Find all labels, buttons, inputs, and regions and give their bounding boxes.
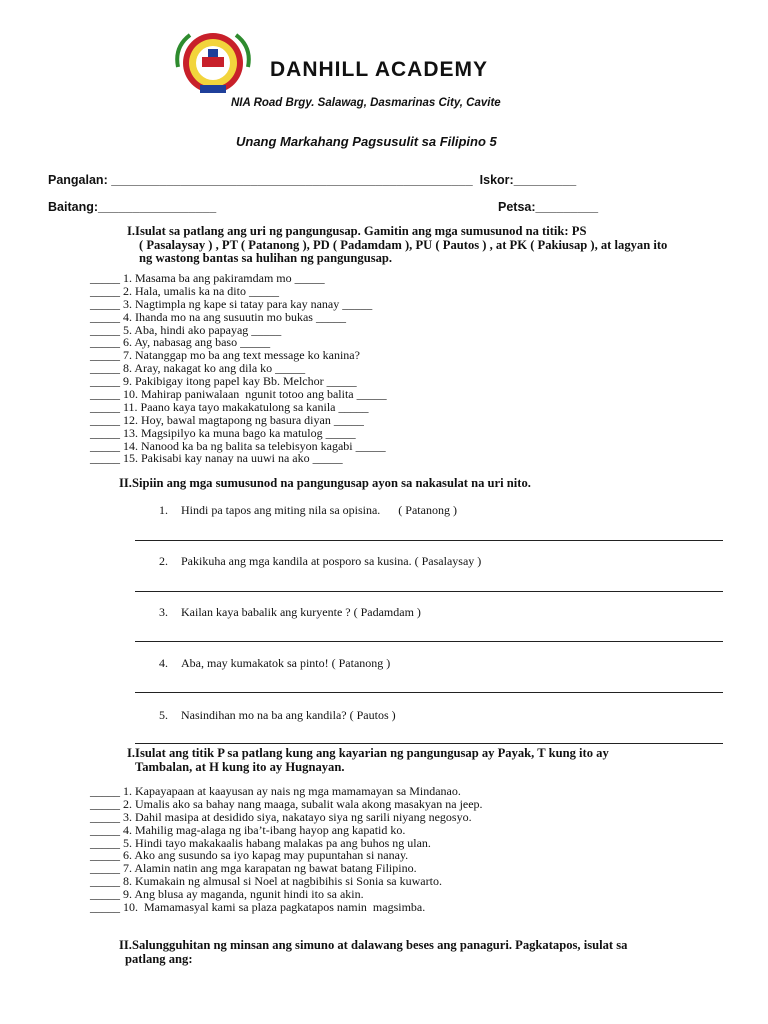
list-item[interactable]: _____ 1. Masama ba ang pakiramdam mo _____: [90, 271, 325, 285]
grade-field[interactable]: Baitang:_________________: [48, 200, 217, 214]
list-item[interactable]: _____ 2. Umalis ako sa bahay nang maaga, subalit wala akong masakyan na jeep.: [90, 796, 483, 811]
list-item[interactable]: _____ 9. Ang blusa ay maganda, ngunit hindi ito sa akin.: [90, 887, 364, 902]
section4-instruction-line2: patlang ang:: [125, 952, 193, 966]
sentence-number: 1.: [159, 503, 168, 517]
list-item[interactable]: _____ 13. Magsipilyo ka muna bago ka matulog _____: [90, 425, 356, 440]
list-item[interactable]: _____ 11. Paano kaya tayo makakatulong sa kanila _____: [90, 399, 369, 414]
school-address: NIA Road Brgy. Salawag, Dasmarinas City, Cavite: [231, 97, 501, 109]
section1-instruction-line2: ( Pasalaysay ) , PT ( Patanong ), PD ( Padamdam ), PU ( Pautos ) , at PK ( Pakiusap ), at lagyan ito: [139, 238, 668, 252]
list-item[interactable]: _____ 1. Kapayapaan at kaayusan ay nais ng mga mamamayan sa Mindanao.: [90, 784, 461, 798]
section4-instruction-line1: II.Salungguhitan ng minsan ang simuno at dalawang beses ang panaguri. Pagkatapos, isulat sa: [119, 938, 628, 952]
answer-line[interactable]: [135, 743, 723, 744]
name-score-field[interactable]: Pangalan: ____________________________________________________ Iskor:_________: [48, 173, 577, 187]
section2-instruction: II.Sipiin ang mga sumusunod na pangungusap ayon sa nakasulat na uri nito.: [119, 476, 531, 490]
answer-line[interactable]: [135, 591, 723, 592]
list-item[interactable]: _____ 6. Ay, nabasag ang baso _____: [90, 335, 271, 350]
list-item[interactable]: _____ 7. Natanggap mo ba ang text message ko kanina?: [90, 348, 360, 363]
sentence-text: Kailan kaya babalik ang kuryente ? ( Padamdam ): [181, 605, 421, 619]
list-item[interactable]: _____ 5. Aba, hindi ako papayag _____: [90, 322, 282, 337]
list-item[interactable]: _____ 15. Pakisabi kay nanay na uuwi na ako _____: [90, 451, 343, 466]
list-item[interactable]: _____ 14. Nanood ka ba ng balita sa telebisyon kagabi _____: [90, 438, 386, 453]
sentence-text: Hindi pa tapos ang miting nila sa opisina. ( Patanong ): [181, 503, 457, 517]
sentence-number: 5.: [159, 708, 168, 722]
sentence-text: Aba, may kumakatok sa pinto! ( Patanong ): [181, 656, 391, 670]
list-item[interactable]: _____ 10. Mamamasyal kami sa plaza pagkatapos namin magsimba.: [90, 900, 426, 915]
list-item[interactable]: _____ 7. Alamin natin ang mga karapatan ng bawat batang Filipino.: [90, 861, 417, 876]
date-field[interactable]: Petsa:_________: [498, 200, 599, 214]
section1-instruction-line1: I.Isulat sa patlang ang uri ng pangungusap. Gamitin ang mga sumusunod na titik: PS: [127, 224, 587, 238]
section3-instruction-line2: Tambalan, at H kung ito ay Hugnayan.: [135, 760, 345, 774]
sentence-number: 2.: [159, 554, 168, 568]
list-item[interactable]: _____ 3. Dahil masipa at desidido siya, nakatayo siya ng sarili niyang negosyo.: [90, 809, 472, 824]
school-name: DANHILL ACADEMY: [270, 58, 488, 81]
list-item[interactable]: _____ 4. Ihanda mo na ang susuutin mo bukas _____: [90, 309, 346, 324]
section3-list: [90, 785, 483, 914]
list-item[interactable]: _____ 2. Hala, umalis ka na dito _____: [90, 283, 279, 298]
list-item[interactable]: _____ 6. Ako ang susundo sa iyo kapag may pupuntahan si nanay.: [90, 848, 409, 863]
list-item[interactable]: _____ 10. Mahirap paniwalaan ngunit totoo ang balita _____: [90, 387, 387, 402]
sentence-text: Nasindihan mo na ba ang kandila? ( Pautos ): [181, 708, 396, 722]
answer-line[interactable]: [135, 540, 723, 541]
answer-line[interactable]: [135, 692, 723, 693]
exam-title: Unang Markahang Pagsusulit sa Filipino 5: [236, 134, 497, 149]
list-item[interactable]: _____ 8. Aray, nakagat ko ang dila ko _____: [90, 361, 306, 376]
list-item[interactable]: _____ 3. Nagtimpla ng kape si tatay para kay nanay _____: [90, 296, 373, 311]
list-item[interactable]: _____ 9. Pakibigay itong papel kay Bb. Melchor _____: [90, 374, 357, 389]
sentence-number: 4.: [159, 656, 168, 670]
sentence-text: Pakikuha ang mga kandila at posporo sa kusina. ( Pasalaysay ): [181, 554, 482, 568]
list-item[interactable]: _____ 4. Mahilig mag-alaga ng iba’t-ibang hayop ang kapatid ko.: [90, 822, 406, 837]
section3-instruction-line1: I.Isulat ang titik P sa patlang kung ang kayarian ng pangungusap ay Payak, T kung ito ay: [127, 746, 609, 760]
sentence-number: 3.: [159, 605, 168, 619]
list-item[interactable]: _____ 12. Hoy, bawal magtapong ng basura diyan _____: [90, 412, 364, 427]
school-logo: [172, 27, 254, 99]
section1-list: [90, 272, 387, 465]
list-item[interactable]: _____ 8. Kumakain ng almusal si Noel at nagbibihis si Sonia sa kuwarto.: [90, 874, 442, 889]
section1-instruction-line3: ng wastong bantas sa hulihan ng pangungusap.: [139, 251, 393, 265]
list-item[interactable]: _____ 5. Hindi tayo makakaalis habang malakas pa ang buhos ng ulan.: [90, 835, 431, 850]
answer-line[interactable]: [135, 641, 723, 642]
